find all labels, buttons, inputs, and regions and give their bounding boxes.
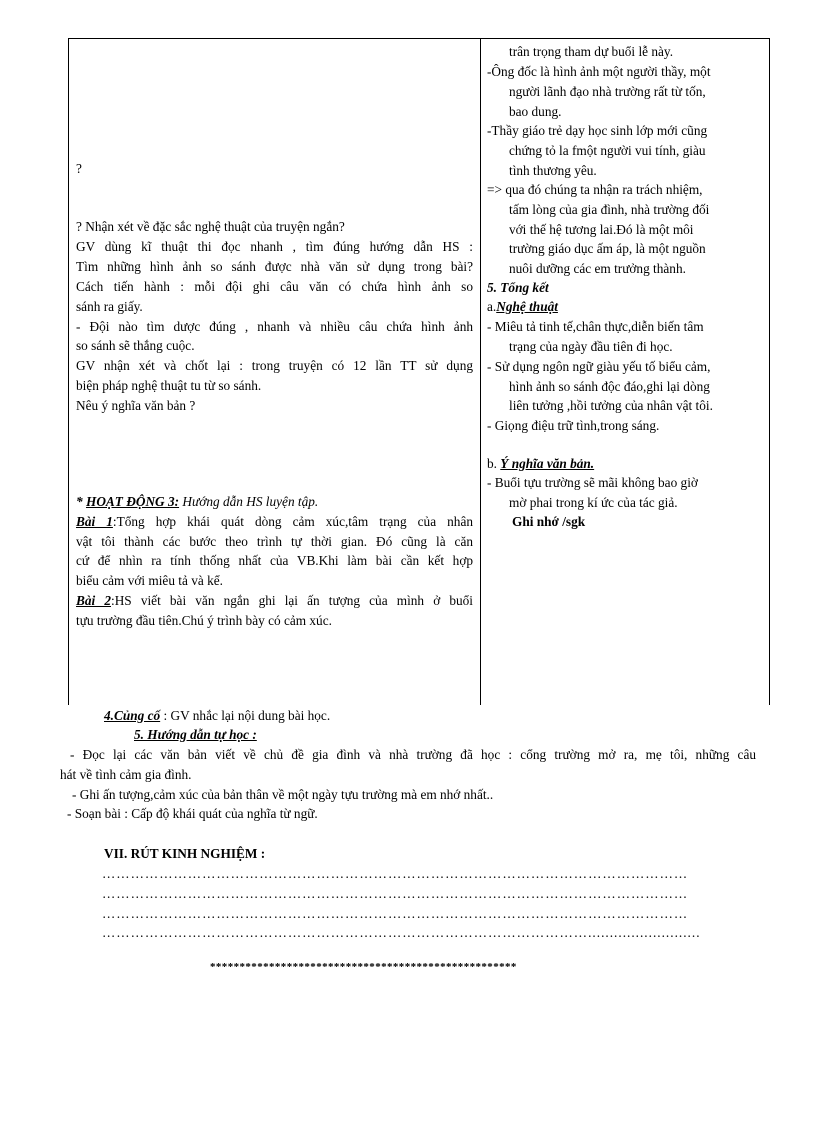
text-line: - Buổi tựu trường sẽ mãi không bao giờ bbox=[487, 475, 698, 490]
text-line: trân trọng tham dự buổi lễ này. bbox=[509, 44, 674, 59]
self-study-heading: 5. Hướng dẫn tự học : bbox=[134, 727, 257, 742]
exercise-2-label: Bài 2 bbox=[76, 593, 111, 608]
text-line: liên tưởng ,hồi tưởng của nhân vật tôi. bbox=[509, 398, 713, 413]
self-study-item: - Soạn bài : Cấp độ khái quát của nghĩa từ ngữ. bbox=[67, 806, 318, 821]
text-line: người lãnh đạo nhà trường rất từ tốn, bbox=[509, 84, 706, 99]
art-title: Nghệ thuật bbox=[496, 299, 558, 314]
separator-stars: **************************************************** bbox=[210, 961, 517, 973]
text-line: tựu trường đầu tiên.Chú ý trình bày có cảm xúc. bbox=[76, 613, 332, 628]
self-study-item: - Ghi ấn tượng,cảm xúc của bản thân về một ngày tựu trường mà em nhớ nhất.. bbox=[72, 787, 494, 802]
exercise-2: Bài 2:HS viết bài văn ngắn ghi lại ấn tượng của mình ở buổi bbox=[76, 593, 473, 608]
text-line: hình ảnh so sánh độc đáo,ghi lại dòng bbox=[509, 379, 710, 394]
activity-3-title: HOẠT ĐỘNG 3: bbox=[85, 494, 180, 509]
text-line: Cách tiến hành : mỗi đội ghi câu văn có chứa hình ảnh so bbox=[76, 279, 473, 294]
text-line: nuôi dưỡng các em trưởng thành. bbox=[509, 261, 686, 276]
consolidation-label: 4.Củng cố bbox=[104, 708, 161, 723]
text-line: chứng tỏ la fmột người vui tính, giàu bbox=[509, 143, 706, 158]
activity-3-subtitle: Hướng dẫn HS luyện tập. bbox=[179, 494, 319, 509]
summary-heading: 5. Tổng kết bbox=[487, 280, 549, 295]
experience-heading: VII. RÚT KINH NGHIỆM : bbox=[104, 846, 266, 861]
text-line: Nêu ý nghĩa văn bản ? bbox=[76, 398, 196, 413]
self-study-item: - Đọc lại các văn bản viết về chủ đề gia đình và nhà trường đã học : cổng trường mở ra, mẹ tôi, những câu bbox=[70, 747, 756, 762]
text-line: trường giáo dục ấm áp, là một nguồn bbox=[509, 241, 706, 256]
text-line: GV nhận xét và chốt lại : trong truyện có 12 lần TT sử dụng bbox=[76, 358, 473, 373]
text-line: -Thầy giáo trẻ dạy học sinh lớp mới cũng bbox=[487, 123, 708, 138]
remember-note: Ghi nhớ /sgk bbox=[512, 514, 586, 529]
dotted-line: ………………………………………………………………………………………….......................... bbox=[102, 925, 701, 940]
text-line: - Đội nào tìm dược đúng , nhanh và nhiều câu chứa hình ảnh bbox=[76, 319, 473, 334]
dotted-line: …………………………………………………………………………………………………………… bbox=[102, 866, 689, 881]
text-line: tấm lòng của gia đình, nhà trường đối bbox=[509, 202, 710, 217]
text-line: -Ông đốc là hình ảnh một người thầy, một bbox=[487, 64, 711, 79]
text-line: với thế hệ tương lai.Đó là một môi bbox=[509, 222, 694, 237]
text-line: bao dung. bbox=[509, 104, 562, 119]
text-line: Tìm những hình ảnh so sánh được nhà văn sử dụng trong bài? bbox=[76, 259, 473, 274]
self-study-item: hát về tình cảm gia đình. bbox=[60, 767, 192, 782]
text-line: tình thương yêu. bbox=[509, 163, 597, 178]
meaning-title: Ý nghĩa văn bản. bbox=[500, 456, 595, 471]
text-line: vật tôi thành các bước theo trình tự thời gian. Đó cũng là căn bbox=[76, 534, 473, 549]
activity-3-heading: * HOẠT ĐỘNG 3: Hướng dẫn HS luyện tập. bbox=[76, 494, 319, 509]
text-line: => qua đó chúng ta nhận ra trách nhiệm, bbox=[487, 182, 703, 197]
dotted-line: …………………………………………………………………………………………………………… bbox=[102, 906, 689, 921]
column-divider bbox=[480, 39, 481, 705]
text-line: mờ phai trong kí ức của tác giả. bbox=[509, 495, 678, 510]
text-line: so sánh sẽ thắng cuộc. bbox=[76, 338, 195, 353]
text-line: - Giọng điệu trữ tình,trong sáng. bbox=[487, 418, 660, 433]
art-heading: a.Nghệ thuật bbox=[487, 299, 558, 314]
lesson-table bbox=[68, 38, 770, 705]
meaning-heading: b. Ý nghĩa văn bản. bbox=[487, 456, 595, 471]
text-line: cứ để nhìn ra tính thống nhất của VB.Khi làm bài cần kết hợp bbox=[76, 553, 473, 568]
consolidation-line: 4.Củng cố : GV nhắc lại nội dung bài học. bbox=[104, 708, 331, 723]
dotted-line: …………………………………………………………………………………………………………… bbox=[102, 886, 689, 901]
text-line: - Sử dụng ngôn ngữ giàu yếu tố biểu cảm, bbox=[487, 359, 711, 374]
text-line: ? Nhận xét về đặc sắc nghệ thuật của truyện ngắn? bbox=[76, 219, 345, 234]
question-mark: ? bbox=[76, 161, 82, 176]
text-line: biểu cảm với miêu tả và kể. bbox=[76, 573, 223, 588]
text-line: biện pháp nghệ thuật tu từ so sánh. bbox=[76, 378, 262, 393]
text-line: GV dùng kĩ thuật thi đọc nhanh , tìm đúng hướng dẫn HS : bbox=[76, 239, 473, 254]
text-line: sánh ra giấy. bbox=[76, 299, 143, 314]
exercise-1-label: Bài 1 bbox=[76, 514, 113, 529]
text-line: - Miêu tả tinh tế,chân thực,diễn biến tâm bbox=[487, 319, 704, 334]
exercise-1: Bài 1:Tổng hợp khái quát dòng cảm xúc,tâm trạng của nhân bbox=[76, 514, 473, 529]
text-line: trạng của ngày đầu tiên đi học. bbox=[509, 339, 673, 354]
